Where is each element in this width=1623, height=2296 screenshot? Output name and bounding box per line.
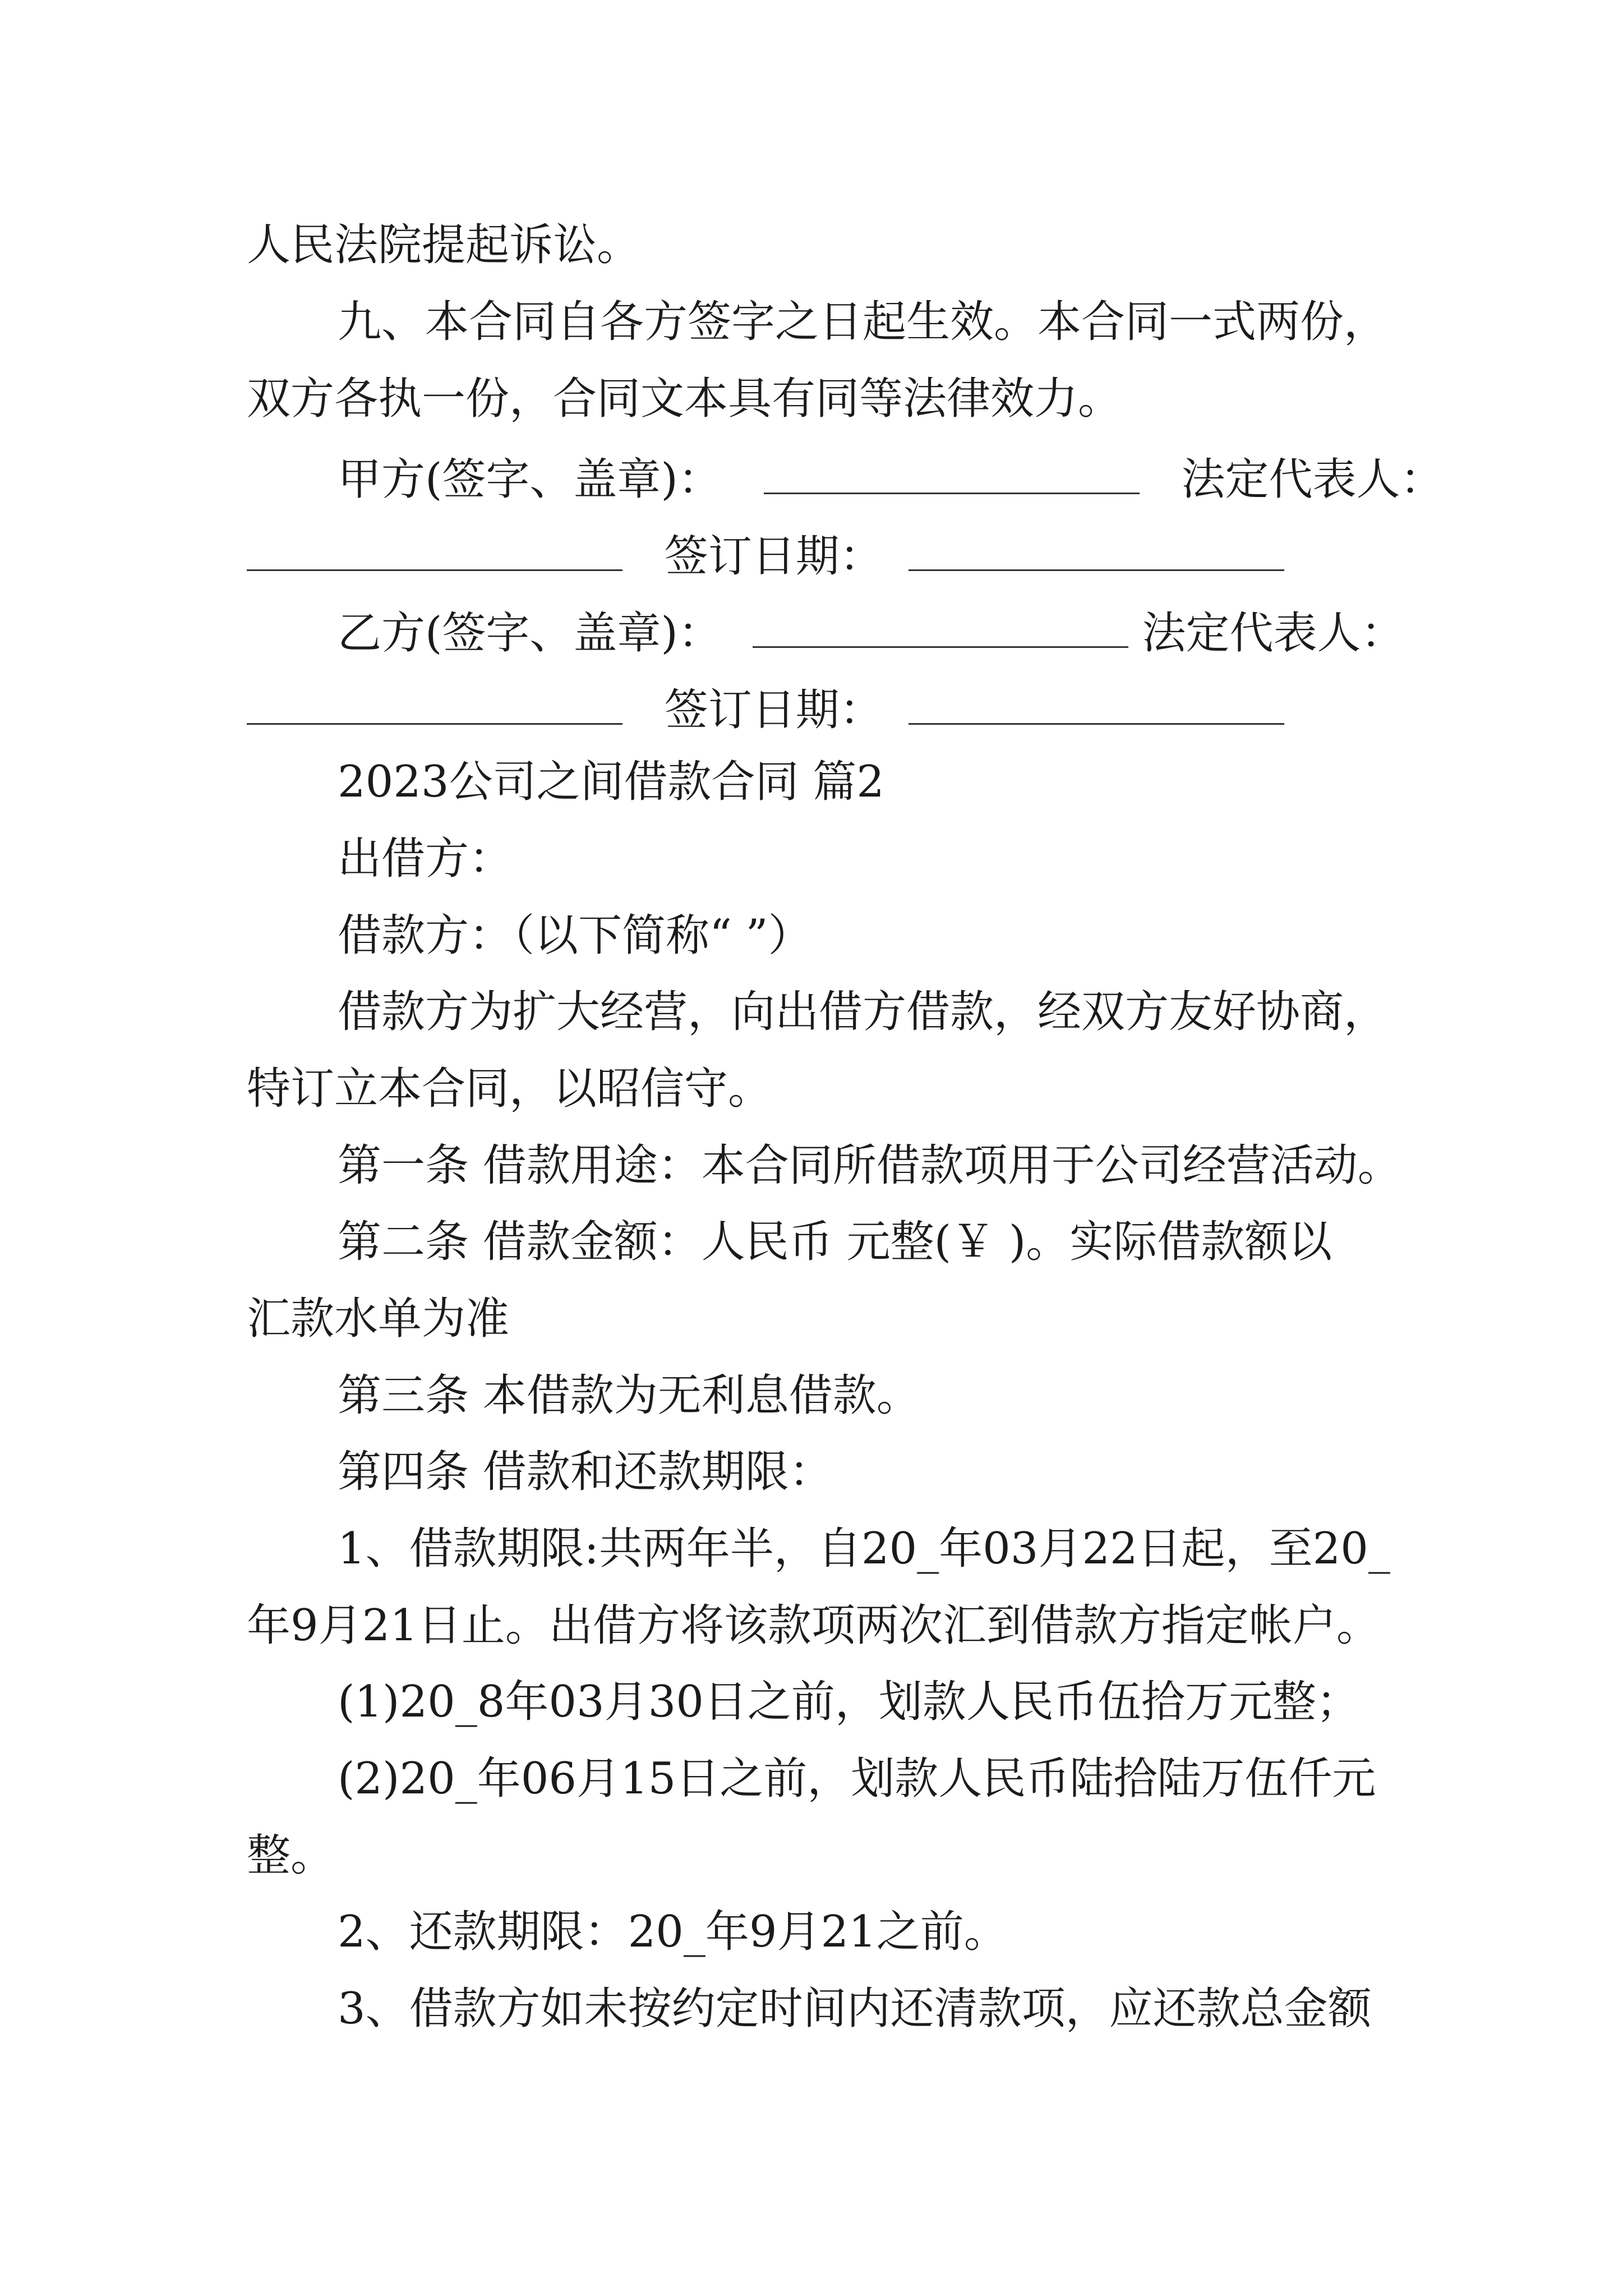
clause-1-item-1: (1)20_8年03月30日之前，划款人民币伍拾万元整； <box>338 1677 1360 1727</box>
text-line: 人民法院提起诉讼。 <box>247 220 641 270</box>
clause-2: 2、还款期限：20_年9月21之前。 <box>338 1907 1008 1957</box>
borrower-line: 借款方：（以下简称“ ”） <box>338 910 812 961</box>
party-a-date-label: 签订日期： <box>664 531 883 582</box>
party-a-sign-line <box>338 453 1444 505</box>
clause-1: 1、借款期限:共两年半，自20_年03月22日起，至20_ <box>338 1524 1390 1574</box>
party-b-label: 乙方(签字、盖章)： <box>338 608 722 659</box>
party-a-date-line <box>247 530 1284 582</box>
intro-line: 借款方为扩大经营，向出借方借款，经双方友好协商， <box>338 987 1388 1037</box>
text-line: 双方各执一份，合同文本具有同等法律效力。 <box>247 374 1122 424</box>
party-a-blank <box>764 453 1140 494</box>
article-3: 第三条 本借款为无利息借款。 <box>338 1370 920 1421</box>
article-2: 第二条 借款金额：人民币 元整(￥ )。实际借款额以 <box>338 1217 1332 1267</box>
clause-3: 3、借款方如未按约定时间内还清款项，应还款总金额 <box>338 1984 1372 2034</box>
article-1: 第一条 借款用途：本合同所借款项用于公司经营活动。 <box>338 1140 1401 1191</box>
article-2-cont: 汇款水单为准 <box>247 1294 510 1344</box>
clause-1-item-2: (2)20_年06月15日之前，划款人民币陆拾陆万伍仟元 <box>338 1754 1376 1804</box>
party-b-rep-label: 法定代表人： <box>1142 608 1405 659</box>
intro-line: 特订立本合同，以昭信守。 <box>247 1064 772 1114</box>
party-b-date-blank <box>909 684 1284 725</box>
party-b-date-label: 签订日期： <box>664 685 883 735</box>
party-a-rep-blank <box>247 530 623 571</box>
article-4: 第四条 借款和还款期限： <box>338 1447 833 1497</box>
party-b-date-line <box>247 684 1284 735</box>
party-b-sign-line <box>338 607 1405 659</box>
party-b-rep-blank <box>247 684 623 725</box>
lender-line: 出借方： <box>338 834 513 884</box>
party-a-rep-label: 法定代表人： <box>1181 454 1444 505</box>
section-title: 2023公司之间借款合同 篇2 <box>338 757 884 807</box>
party-b-blank <box>753 607 1128 648</box>
text-line: 九、本合同自各方签字之日起生效。本合同一式两份， <box>338 297 1388 347</box>
party-a-label: 甲方(签字、盖章)： <box>338 454 722 505</box>
clause-1-item-2-cont: 整。 <box>247 1830 335 1881</box>
clause-1-cont: 年9月21日止。出借方将该款项两次汇到借款方指定帐户。 <box>247 1600 1380 1651</box>
party-a-date-blank <box>909 530 1284 571</box>
